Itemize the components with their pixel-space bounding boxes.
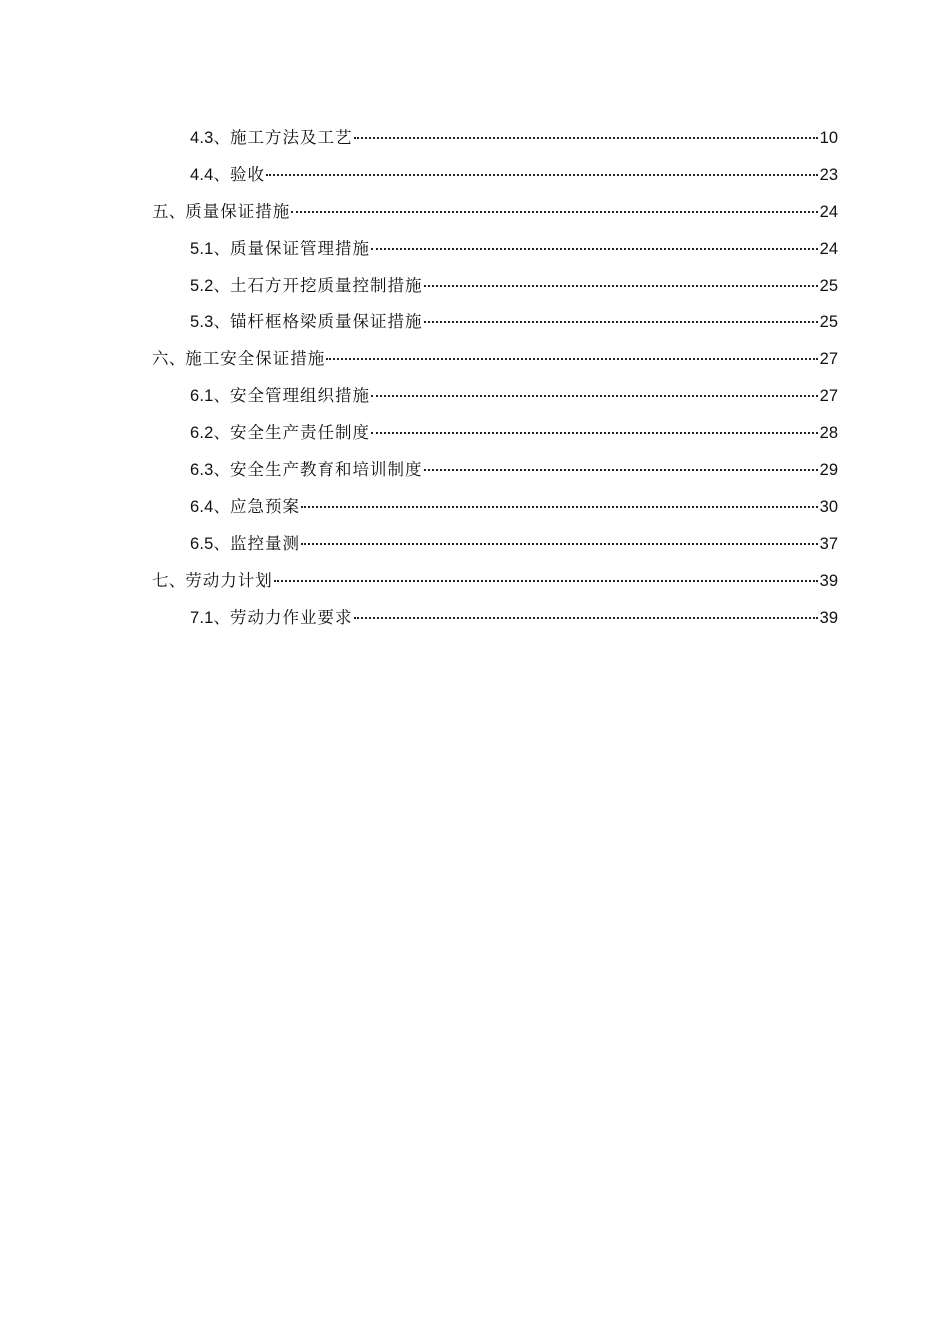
toc-dot-leader <box>354 137 818 139</box>
toc-entry-number: 七 <box>152 571 169 590</box>
toc-entry-number: 6.3 <box>190 461 214 480</box>
toc-entry-separator: 、 <box>213 164 231 184</box>
toc-entry-number: 6.5 <box>190 534 214 553</box>
toc-entry-page-number: 28 <box>819 424 838 443</box>
toc-entry[interactable] <box>152 268 838 305</box>
toc-entry-title: 锚杆框格梁质量保证措施 <box>230 312 423 332</box>
toc-entry[interactable] <box>152 304 838 341</box>
toc-entry-page-number: 39 <box>819 571 838 590</box>
toc-entry[interactable] <box>152 341 838 378</box>
toc-dot-leader <box>291 211 817 213</box>
toc-entry-page-number: 24 <box>819 202 838 221</box>
toc-entry-separator: 、 <box>213 238 231 258</box>
toc-entry-title: 安全生产责任制度 <box>230 423 371 443</box>
toc-dot-leader <box>424 285 818 287</box>
toc-entry-separator: 、 <box>213 496 231 516</box>
toc-entry-title: 应急预案 <box>230 496 301 516</box>
toc-entry-title: 验收 <box>230 164 266 184</box>
toc-entry-separator: 、 <box>213 533 231 553</box>
toc-dot-leader <box>301 506 818 508</box>
toc-dot-leader <box>326 358 817 360</box>
toc-entry-title: 监控量测 <box>230 533 301 553</box>
toc-entry-number: 5.1 <box>190 239 214 258</box>
toc-entry[interactable] <box>152 194 838 231</box>
toc-entry-separator: 、 <box>168 570 186 590</box>
toc-entry-title: 质量保证管理措施 <box>230 238 371 258</box>
toc-entry-number: 5.2 <box>190 276 214 295</box>
toc-entry-title: 质量保证措施 <box>185 201 291 221</box>
toc-entry[interactable] <box>152 489 838 526</box>
toc-entry[interactable] <box>152 120 838 157</box>
toc-entry-separator: 、 <box>213 128 231 147</box>
toc-entry-title: 土石方开挖质量控制措施 <box>230 275 423 295</box>
toc-entry-separator: 、 <box>168 349 186 369</box>
toc-entry[interactable] <box>152 600 838 637</box>
toc-entry-page-number: 27 <box>819 350 838 369</box>
toc-entry-separator: 、 <box>213 386 231 406</box>
toc-entry-page-number: 24 <box>819 239 838 258</box>
toc-entry-number: 6.4 <box>190 497 214 516</box>
toc-entry[interactable] <box>152 378 838 415</box>
toc-entry-number: 6.1 <box>190 387 214 406</box>
toc-entry[interactable] <box>152 452 838 489</box>
toc-entry-number: 6.2 <box>190 424 214 443</box>
toc-dot-leader <box>371 432 818 434</box>
toc-entry-number: 4.4 <box>190 165 214 184</box>
toc-entry-separator: 、 <box>213 312 231 332</box>
toc-entry[interactable] <box>152 231 838 268</box>
toc-entry-page-number: 37 <box>819 534 838 553</box>
toc-dot-leader <box>371 248 818 250</box>
toc-dot-leader <box>371 395 818 397</box>
toc-entry-number: 六 <box>152 350 169 369</box>
table-of-contents <box>152 120 838 636</box>
toc-dot-leader <box>424 321 818 323</box>
toc-entry[interactable] <box>152 563 838 600</box>
toc-dot-leader <box>301 543 818 545</box>
toc-entry-title: 安全生产教育和培训制度 <box>230 460 423 480</box>
toc-dot-leader <box>424 469 818 471</box>
toc-entry-number: 五 <box>152 202 169 221</box>
toc-entry-page-number: 23 <box>819 165 838 184</box>
toc-entry-page-number: 25 <box>819 276 838 295</box>
toc-entry[interactable] <box>152 415 838 452</box>
toc-entry-number: 5.3 <box>190 313 214 332</box>
toc-entry[interactable] <box>152 526 838 563</box>
toc-entry-page-number: 30 <box>819 497 838 516</box>
toc-entry-title: 劳动力作业要求 <box>230 607 353 627</box>
toc-entry-separator: 、 <box>168 201 186 221</box>
toc-entry[interactable] <box>152 157 838 194</box>
toc-entry-number: 7.1 <box>190 608 214 627</box>
toc-entry-page-number: 29 <box>819 461 838 480</box>
toc-dot-leader <box>266 174 818 176</box>
toc-entry-separator: 、 <box>213 275 231 295</box>
toc-entry-page-number: 25 <box>819 313 838 332</box>
toc-entry-title: 施工方法及工艺 <box>230 128 353 147</box>
toc-entry-page-number: 10 <box>819 129 838 147</box>
toc-entry-title: 施工安全保证措施 <box>185 349 326 369</box>
toc-entry-title: 安全管理组织措施 <box>230 386 371 406</box>
toc-entry-number: 4.3 <box>190 129 214 147</box>
toc-entry-separator: 、 <box>213 423 231 443</box>
toc-entry-separator: 、 <box>213 460 231 480</box>
toc-entry-title: 劳动力计划 <box>185 570 273 590</box>
toc-entry-page-number: 39 <box>819 608 838 627</box>
toc-dot-leader <box>354 617 818 619</box>
toc-entry-separator: 、 <box>213 607 231 627</box>
toc-dot-leader <box>274 580 818 582</box>
toc-entry-page-number: 27 <box>819 387 838 406</box>
